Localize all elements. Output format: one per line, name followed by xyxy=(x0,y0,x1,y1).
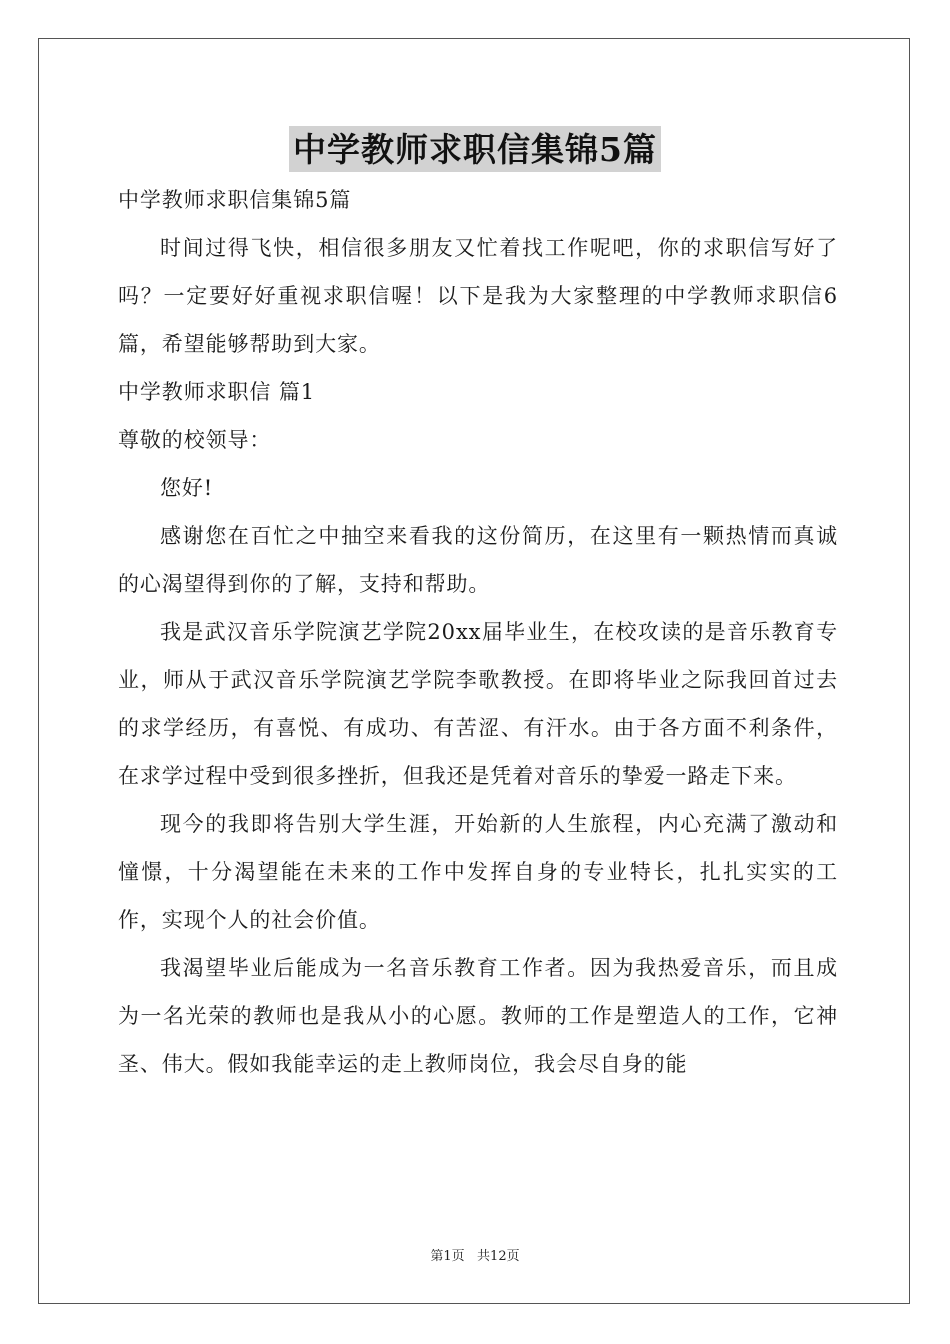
body-paragraph: 我渴望毕业后能成为一名音乐教育工作者。因为我热爱音乐，而且成为一名光荣的教师也是我从小的心愿。教师的工作是塑造人的工作，它神圣、伟大。假如我能幸运的走上教师岗位，我会尽自身的能 xyxy=(118,956,838,1076)
title-container xyxy=(0,126,950,172)
document-body xyxy=(118,176,838,1088)
document-title: 中学教师求职信集锦5篇 xyxy=(289,126,661,172)
page-number: 第1页 共12页 xyxy=(430,1249,520,1264)
intro-paragraph: 时间过得飞快，相信很多朋友又忙着找工作呢吧，你的求职信写好了吗？一定要好好重视求职信喔！以下是我为大家整理的中学教师求职信6篇，希望能够帮助到大家。 xyxy=(118,236,838,356)
greeting: 您好! xyxy=(160,476,214,500)
section-heading: 中学教师求职信 篇1 xyxy=(118,380,316,404)
page-footer xyxy=(0,1245,950,1264)
body-paragraph: 感谢您在百忙之中抽空来看我的这份简历，在这里有一颗热情而真诚的心渴望得到你的了解，支持和帮助。 xyxy=(118,524,838,596)
salutation: 尊敬的校领导： xyxy=(118,428,272,452)
body-paragraph: 我是武汉音乐学院演艺学院20xx届毕业生，在校攻读的是音乐教育专业，师从于武汉音乐学院演艺学院李歌教授。在即将毕业之际我回首过去的求学经历，有喜悦、有成功、有苦涩、有汗水。由于各方面不利条件，在求学过程中受到很多挫折，但我还是凭着对音乐的挚爱一路走下来。 xyxy=(118,620,838,788)
document-subtitle: 中学教师求职信集锦5篇 xyxy=(118,188,352,212)
body-paragraph: 现今的我即将告别大学生涯，开始新的人生旅程，内心充满了激动和憧憬，十分渴望能在未来的工作中发挥自身的专业特长，扎扎实实的工作，实现个人的社会价值。 xyxy=(118,812,838,932)
